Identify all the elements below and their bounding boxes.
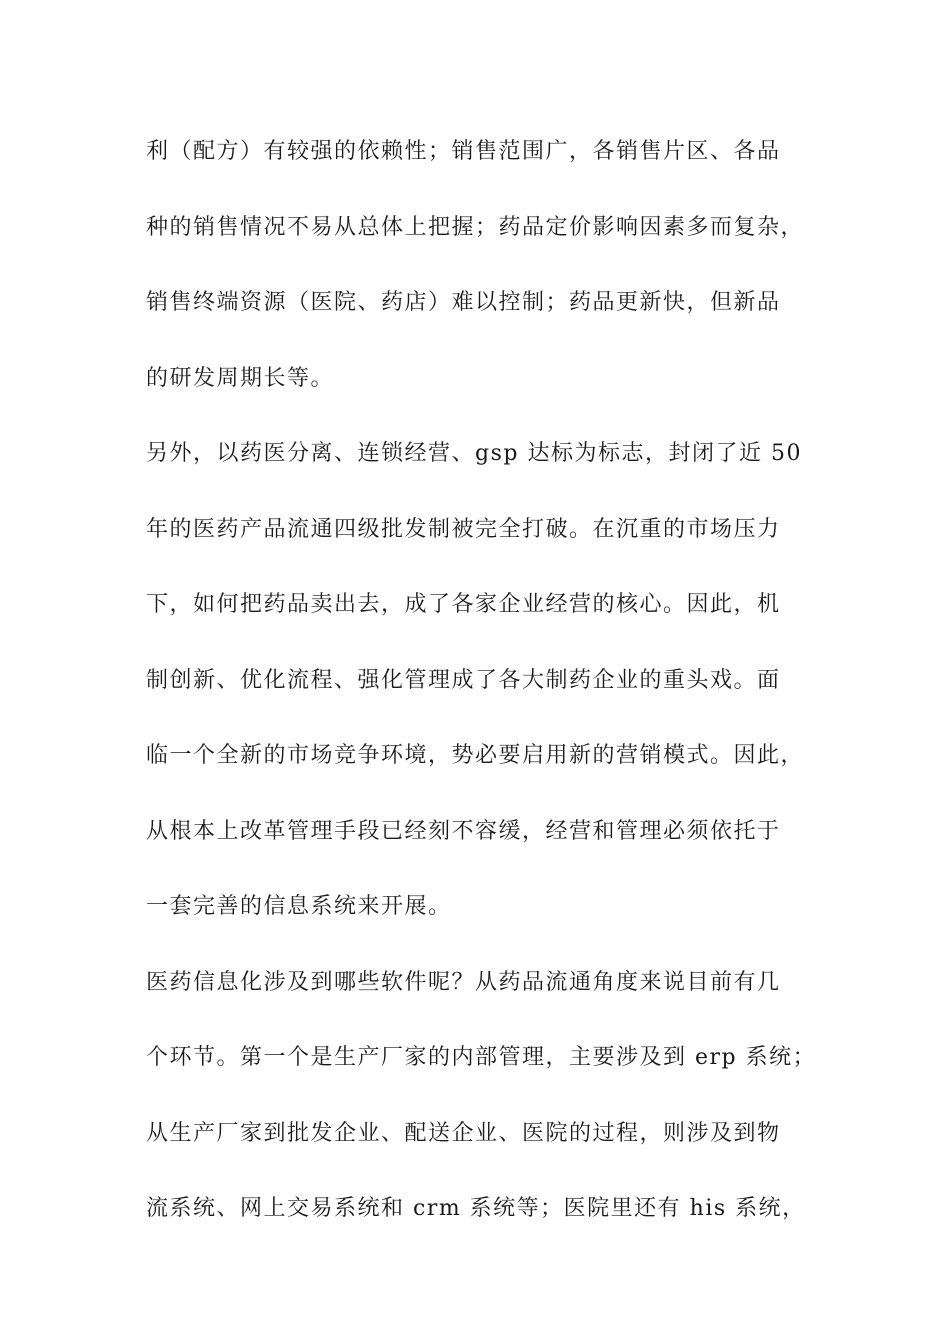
- text-line: 的研发周期长等。: [146, 365, 335, 391]
- text-line: 制创新、优化流程、强化管理成了各大制药企业的重头戏。面: [146, 667, 781, 693]
- text-line: 销售终端资源（医院、药店）难以控制；药品更新快，但新品: [146, 290, 781, 315]
- text-line: 下，如何把药品卖出去，成了各家企业经营的核心。因此，机: [146, 592, 781, 617]
- text-line: 医药信息化涉及到哪些软件呢？从药品流通角度来说目前有几: [146, 969, 781, 995]
- text-line: 个环节。第一个是生产厂家的内部管理，主要涉及到 erp 系统；: [146, 1045, 817, 1070]
- text-line: 从生产厂家到批发企业、配送企业、医院的过程，则涉及到物: [146, 1120, 781, 1146]
- text-line: 一套完善的信息系统来开展。: [146, 894, 452, 919]
- text-line: 流系统、网上交易系统和 crm 系统等；医院里还有 his 系统，: [146, 1196, 806, 1221]
- text-line: 年的医药产品流通四级批发制被完全打破。在沉重的市场压力: [146, 516, 781, 542]
- body-text: [146, 130, 826, 1263]
- text-line: 另外，以药医分离、连锁经营、gsp 达标为标志，封闭了近 50: [146, 441, 802, 466]
- text-line: 从根本上改革管理手段已经刻不容缓，经营和管理必须依托于: [146, 818, 781, 844]
- text-line: 种的销售情况不易从总体上把握；药品定价影响因素多而复杂，: [146, 214, 805, 240]
- text-line: 利（配方）有较强的依赖性；销售范围广，各销售片区、各品: [146, 139, 781, 164]
- text-line: 临一个全新的市场竞争环境，势必要启用新的营销模式。因此，: [146, 743, 805, 768]
